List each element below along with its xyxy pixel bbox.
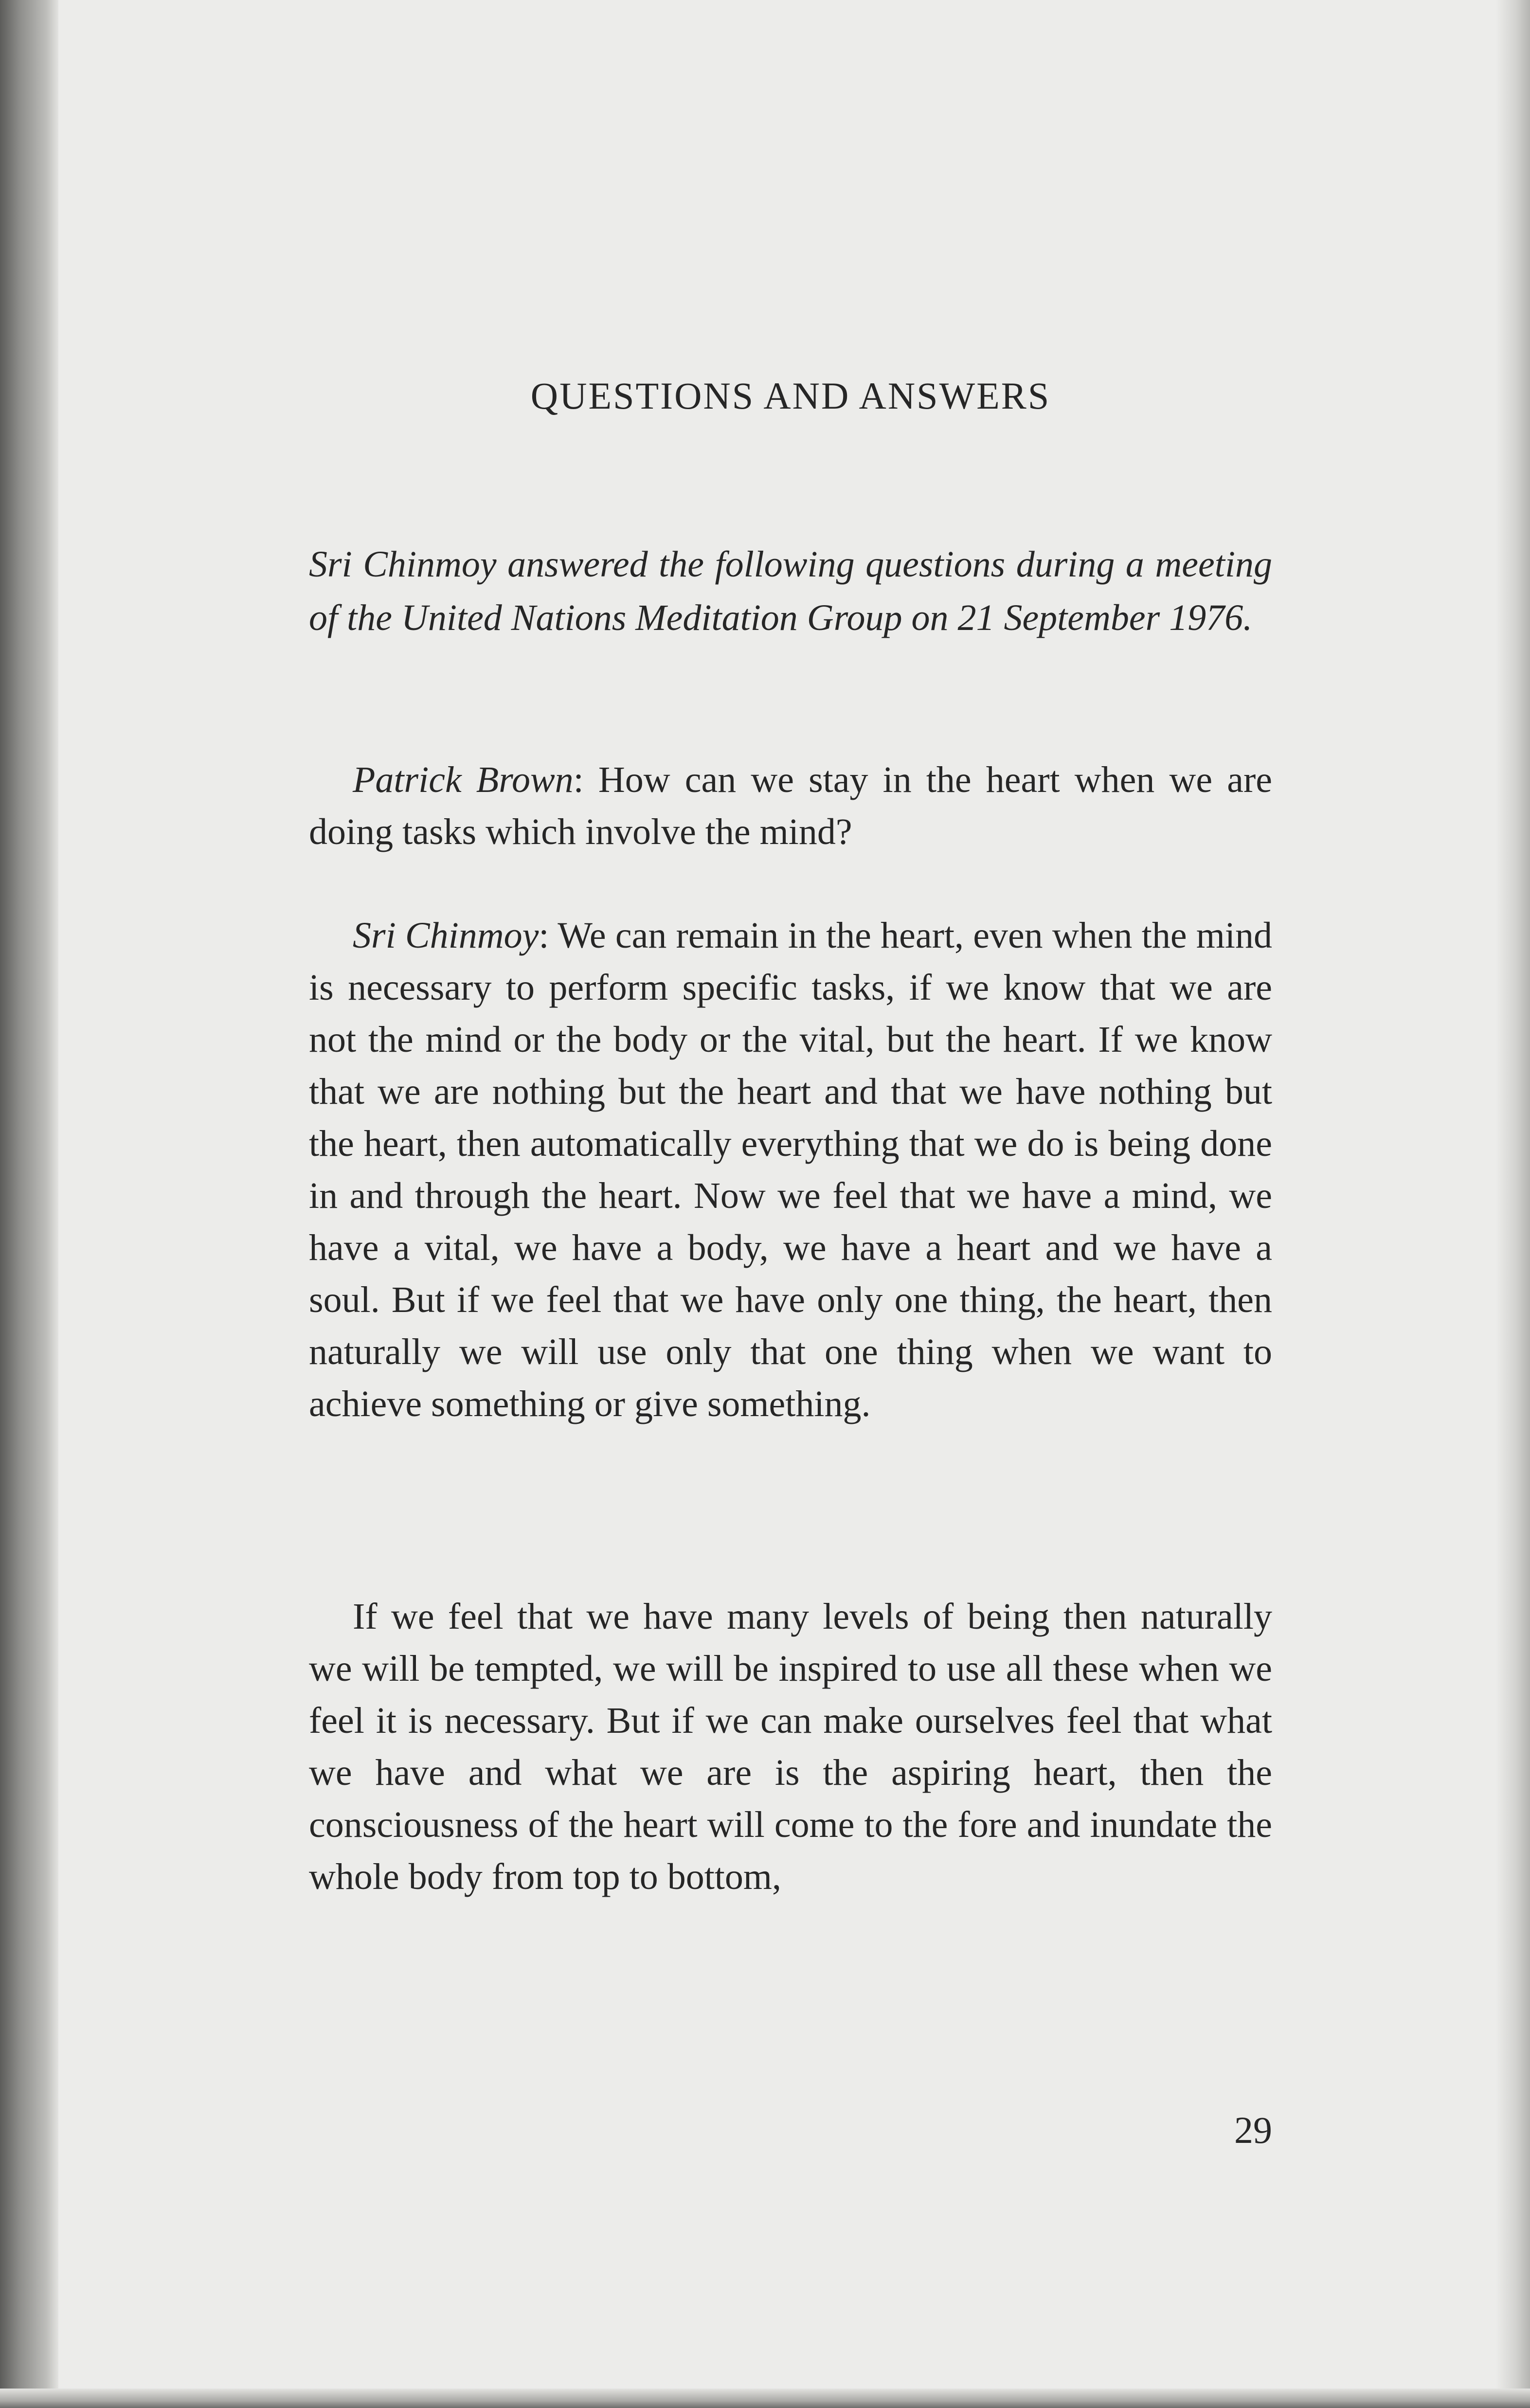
question-text: How can we stay in the heart when we are doing tasks which involve the mind? <box>309 759 1272 852</box>
intro-paragraph: Sri Chinmoy answered the following questions during a meeting of the United Nations Meditation Group on 21 September 1976. <box>309 544 1272 638</box>
answer-text-2: If we feel that we have many levels of being then naturally we will be tempted, we will be inspired to use all these when we feel it is necessary. But if we can make ourselves feel that what we have and what we are is the aspiring heart, then the consciousness of the heart will come to the fore and inundate the whole body from top to bottom, <box>309 1596 1272 1897</box>
question-separator: : <box>573 759 584 800</box>
answer-text-1: We can remain in the heart, even when the mind is necessary to perform specific tasks, if we know that we are not the mind or the body or the vital, but the heart. If we know that we are nothing but the heart and that we have nothing but the heart, then automatically everything that we do is being done in and through the heart. Now we feel that we have a mind, we have a vital, we have a body, we have a heart and we have a soul. But if we feel that we have only one thing, the heart, then naturally we will use only that one thing when we want to achieve something or give something. <box>309 915 1272 1424</box>
page-edge-shadow <box>1496 0 1530 2408</box>
question-speaker: Patrick Brown <box>353 759 574 800</box>
answer-paragraph <box>309 910 1272 1430</box>
answer-speaker: Sri Chinmoy <box>353 915 539 956</box>
text-block <box>309 0 1272 2408</box>
question-paragraph <box>309 754 1272 858</box>
answer-separator: : <box>539 915 549 956</box>
answer-paragraph-2 <box>309 1591 1272 1903</box>
page-number: 29 <box>1234 2109 1272 2151</box>
page-title: QUESTIONS AND ANSWERS <box>530 375 1051 417</box>
binding-shadow <box>0 0 58 2408</box>
